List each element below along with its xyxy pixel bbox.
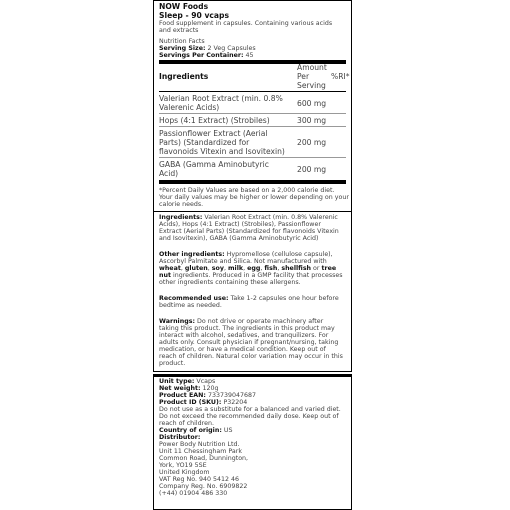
distributor-line: VAT Reg No. 940 5412 46 xyxy=(159,476,240,483)
sku-label: Product ID (SKU): xyxy=(159,399,222,406)
allergen-word: tree xyxy=(321,265,337,272)
allergen-separator: , xyxy=(207,265,212,272)
distributor-line: Common Road, Dunnington, xyxy=(159,455,249,462)
allergen-word: fish xyxy=(264,265,278,272)
allergen-separator: , xyxy=(260,265,265,272)
distributor-line: Company Reg. No. 6909822 xyxy=(159,483,248,490)
ingredients-column-header: Ingredients xyxy=(159,72,209,81)
unit-type-value: Vcaps xyxy=(196,378,216,385)
ingredient-name: GABA (Gamma Aminobutyric xyxy=(159,160,269,169)
product-name: Sleep - 90 vcaps xyxy=(159,11,229,20)
nutrition-heading: Nutrition Facts xyxy=(159,38,205,45)
allergen-separator: , xyxy=(277,265,282,272)
allergen-word: wheat xyxy=(159,265,181,272)
amount-column-header: Amount xyxy=(297,63,327,72)
ingredient-amount: 200 mg xyxy=(297,165,327,174)
ingredients-label: Ingredients: xyxy=(159,214,203,221)
row-divider xyxy=(159,113,346,114)
allergen-word: egg xyxy=(247,265,261,272)
servings-value: 45 xyxy=(245,52,254,59)
ingredient-amount: 300 mg xyxy=(297,116,327,125)
footnote-line: *Percent Daily Values are based on a 2,000 calorie diet. xyxy=(159,187,335,194)
recommended-use-text: bedtime as needed. xyxy=(159,302,222,309)
allergen-word: gluten xyxy=(184,265,208,272)
allergen-word: nut xyxy=(159,272,171,279)
warnings-label: Warnings: xyxy=(159,318,195,325)
servings-per-container xyxy=(159,53,254,59)
ean-value: 733739047687 xyxy=(207,392,257,399)
unit-type-label: Unit type: xyxy=(159,378,195,385)
ingredients-panel xyxy=(153,212,352,372)
distributor-line: Power Body Nutrition Ltd. xyxy=(159,441,240,448)
ingredients-text: and Isovitexin), GABA (Gamma Aminobutyric Acid) xyxy=(159,235,319,242)
other-ingredients-text: Ascorbyl Palmitate and Silica. Not manufactured with xyxy=(159,258,327,265)
ingredient-name: Valerenic Acids) xyxy=(159,103,220,112)
ingredient-name: Parts) (Standardized for xyxy=(159,138,250,147)
ingredient-name: flavonoids Vitexin and Isovitexin) xyxy=(159,147,285,156)
product-details-panel xyxy=(153,374,352,510)
allergen-word: shellfish xyxy=(281,265,312,272)
warnings-text: adults only. Consult physician if pregnant/nursing, taking xyxy=(159,339,339,346)
ri-column-header: %RI* xyxy=(331,72,350,81)
row-divider xyxy=(159,126,346,127)
footnote-line: Your daily values may be higher or lower depending on your xyxy=(159,194,349,201)
amount-column-header: Serving xyxy=(297,81,326,90)
product-description-line: Food supplement in capsules. Containing various acids xyxy=(159,20,333,27)
servings-label: Servings Per Container: xyxy=(159,52,244,59)
ean-label: Product EAN: xyxy=(159,392,206,399)
brand-name: NOW Foods xyxy=(159,2,209,11)
distributor-line: Unit 11 Chessingham Park xyxy=(159,448,242,455)
allergen-separator: or xyxy=(311,265,322,272)
thick-divider xyxy=(159,180,346,184)
ingredient-name: Acid) xyxy=(159,169,179,178)
other-ingredients-label: Other ingredients: xyxy=(159,251,225,258)
allergen-word: milk xyxy=(228,265,244,272)
allergen-word: soy xyxy=(211,265,224,272)
notice-line: reach of children. xyxy=(159,420,214,427)
row-divider xyxy=(159,157,346,158)
ingredient-name: Hops (4:1 Extract) (Strobiles) xyxy=(159,116,270,125)
recommended-use-text: Take 1-2 capsules one hour before xyxy=(230,295,339,302)
ingredients-text: Valerian Root Extract (min. 0.8% Valerenic xyxy=(204,214,338,221)
ingredients-text: Extract (Aerial Parts) (Standardized for flavonoids Vitexin xyxy=(159,228,339,235)
net-weight-value: 120g xyxy=(202,385,219,392)
recommended-use-label: Recommended use: xyxy=(159,295,229,302)
notice-line: Do not use as a substitute for a balanced and varied diet. xyxy=(159,406,341,413)
distributor-line: York, YO19 5SE xyxy=(159,462,207,469)
notice-line: Do not exceed the recommended daily dose. Keep out of xyxy=(159,413,339,420)
warnings-text: medication, or have a medical condition. Keep out of xyxy=(159,346,326,353)
other-ingredients-text: other ingredients containing these allergens. xyxy=(159,279,301,286)
ingredient-name: Passionflower Extract (Aerial xyxy=(159,129,268,138)
distributor-line: United Kingdom xyxy=(159,469,210,476)
warnings-text: reach of children. Natural color variation may occur in this xyxy=(159,353,343,360)
ingredients-text: Acids), Hops (4:1 Extract) (Strobiles), Passionflower xyxy=(159,221,321,228)
table-divider xyxy=(159,91,346,92)
warnings-text: Do not drive or operate machinery after xyxy=(197,318,324,325)
other-ingredients-text: Hypromellose (cellulose capsule), xyxy=(226,251,333,258)
allergen-separator: , xyxy=(223,265,228,272)
ingredient-name: Valerian Root Extract (min. 0.8% xyxy=(159,94,283,103)
warnings-text: product. xyxy=(159,360,186,367)
origin-value: US xyxy=(223,427,233,434)
net-weight-label: Net weight: xyxy=(159,385,201,392)
serving-size-label: Serving Size: xyxy=(159,45,206,52)
warnings-text: taking this product. The ingredients in this product may xyxy=(159,325,335,332)
ingredient-amount: 200 mg xyxy=(297,138,327,147)
origin-label: Country of origin: xyxy=(159,427,222,434)
distributor-label: Distributor: xyxy=(159,434,201,441)
ingredient-amount: 600 mg xyxy=(297,99,327,108)
product-description-line: and extracts xyxy=(159,27,199,34)
amount-column-header: Per xyxy=(297,72,310,81)
footnote-line: calorie needs. xyxy=(159,201,204,208)
other-ingredients-text: ingredients. Produced in a GMP facility that processes xyxy=(170,272,343,279)
distributor-line: (+44) 01904 486 330 xyxy=(159,490,228,497)
allergen-separator: , xyxy=(180,265,185,272)
nutrition-facts-panel xyxy=(153,0,352,212)
sku-value: P32204 xyxy=(223,399,248,406)
warnings-text: interact with alcohol, sedatives, and tranquilizers. For xyxy=(159,332,329,339)
serving-size-value: 2 Veg Capsules xyxy=(207,45,256,52)
allergen-separator: , xyxy=(243,265,248,272)
